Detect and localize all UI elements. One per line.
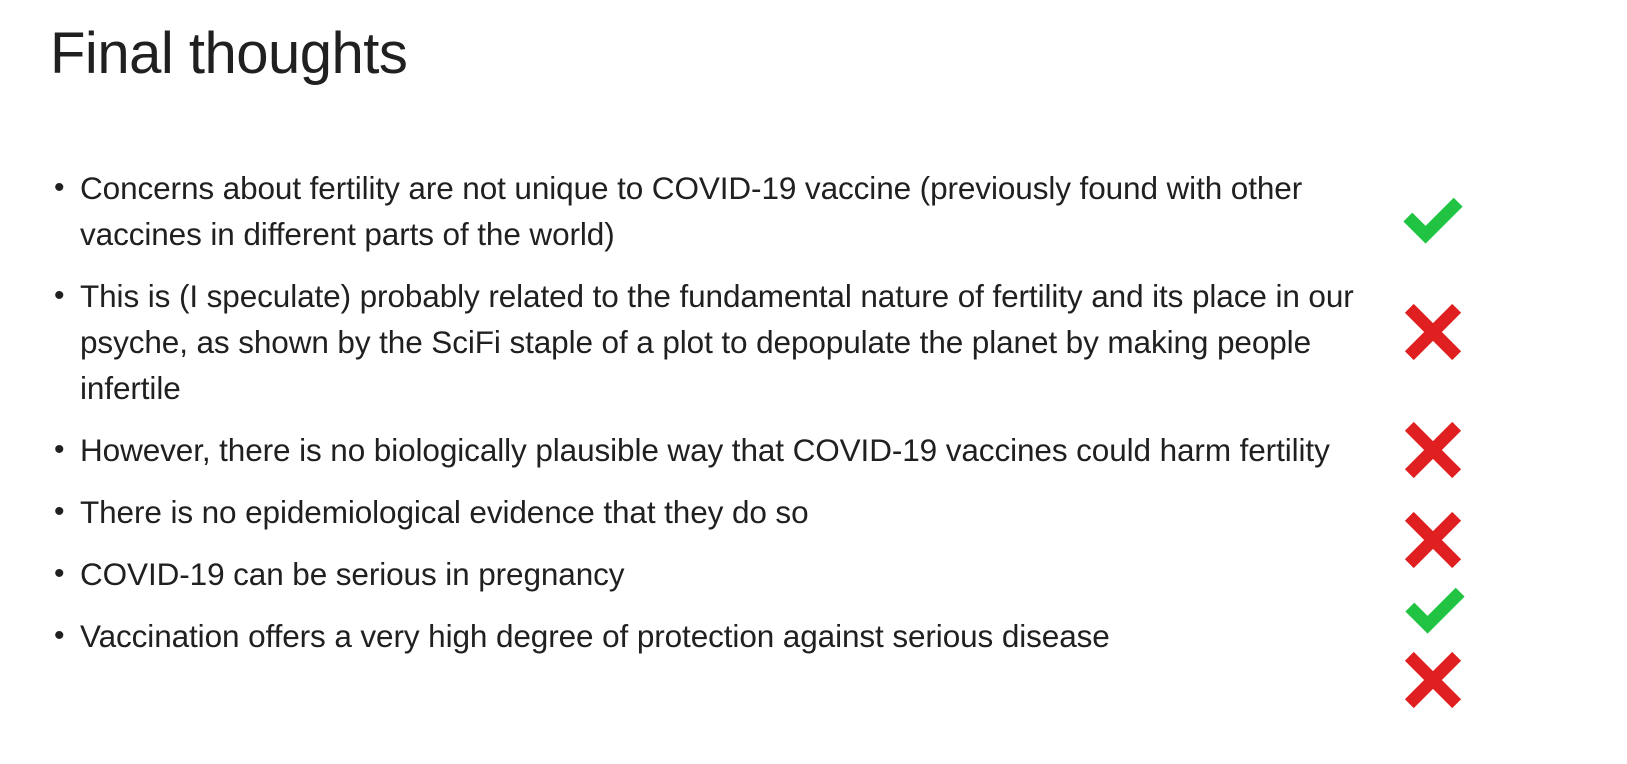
list-item	[50, 273, 1380, 411]
list-item	[50, 427, 1380, 473]
bullet-marker: •	[54, 495, 65, 528]
bullet-marker: •	[54, 279, 65, 312]
list-item-text: This is (I speculate) probably related to the fundamental nature of fertility and its place in our psyche, as shown by the SciFi staple of a plot to depopulate the planet by making people infertile	[80, 278, 1354, 406]
list-item	[50, 165, 1380, 257]
list-item	[50, 551, 1380, 597]
bullet-marker: •	[54, 433, 65, 466]
list-item-text: COVID-19 can be serious in pregnancy	[80, 556, 625, 592]
cross-mark-icon	[1396, 413, 1470, 487]
bullet-marker: •	[54, 557, 65, 590]
cross-mark-icon	[1396, 643, 1470, 717]
check-mark-icon	[1396, 183, 1470, 257]
bullet-marker: •	[54, 619, 65, 652]
list-item-text: However, there is no biologically plausible way that COVID-19 vaccines could harm fertility	[80, 432, 1330, 468]
list-item-text: Concerns about fertility are not unique to COVID-19 vaccine (previously found with other vaccines in different parts of the world)	[80, 170, 1303, 252]
cross-mark-icon	[1396, 295, 1470, 369]
list-item	[50, 613, 1380, 659]
mark-column	[1386, 165, 1506, 725]
list-item-text: There is no epidemiological evidence that they do so	[80, 494, 809, 530]
bullet-list	[50, 165, 1380, 675]
check-mark-icon	[1398, 573, 1472, 647]
bullet-marker: •	[54, 171, 65, 204]
page-title: Final thoughts	[50, 21, 408, 86]
list-item	[50, 489, 1380, 535]
cross-mark-icon	[1396, 503, 1470, 577]
list-item-text: Vaccination offers a very high degree of protection against serious disease	[80, 618, 1110, 654]
